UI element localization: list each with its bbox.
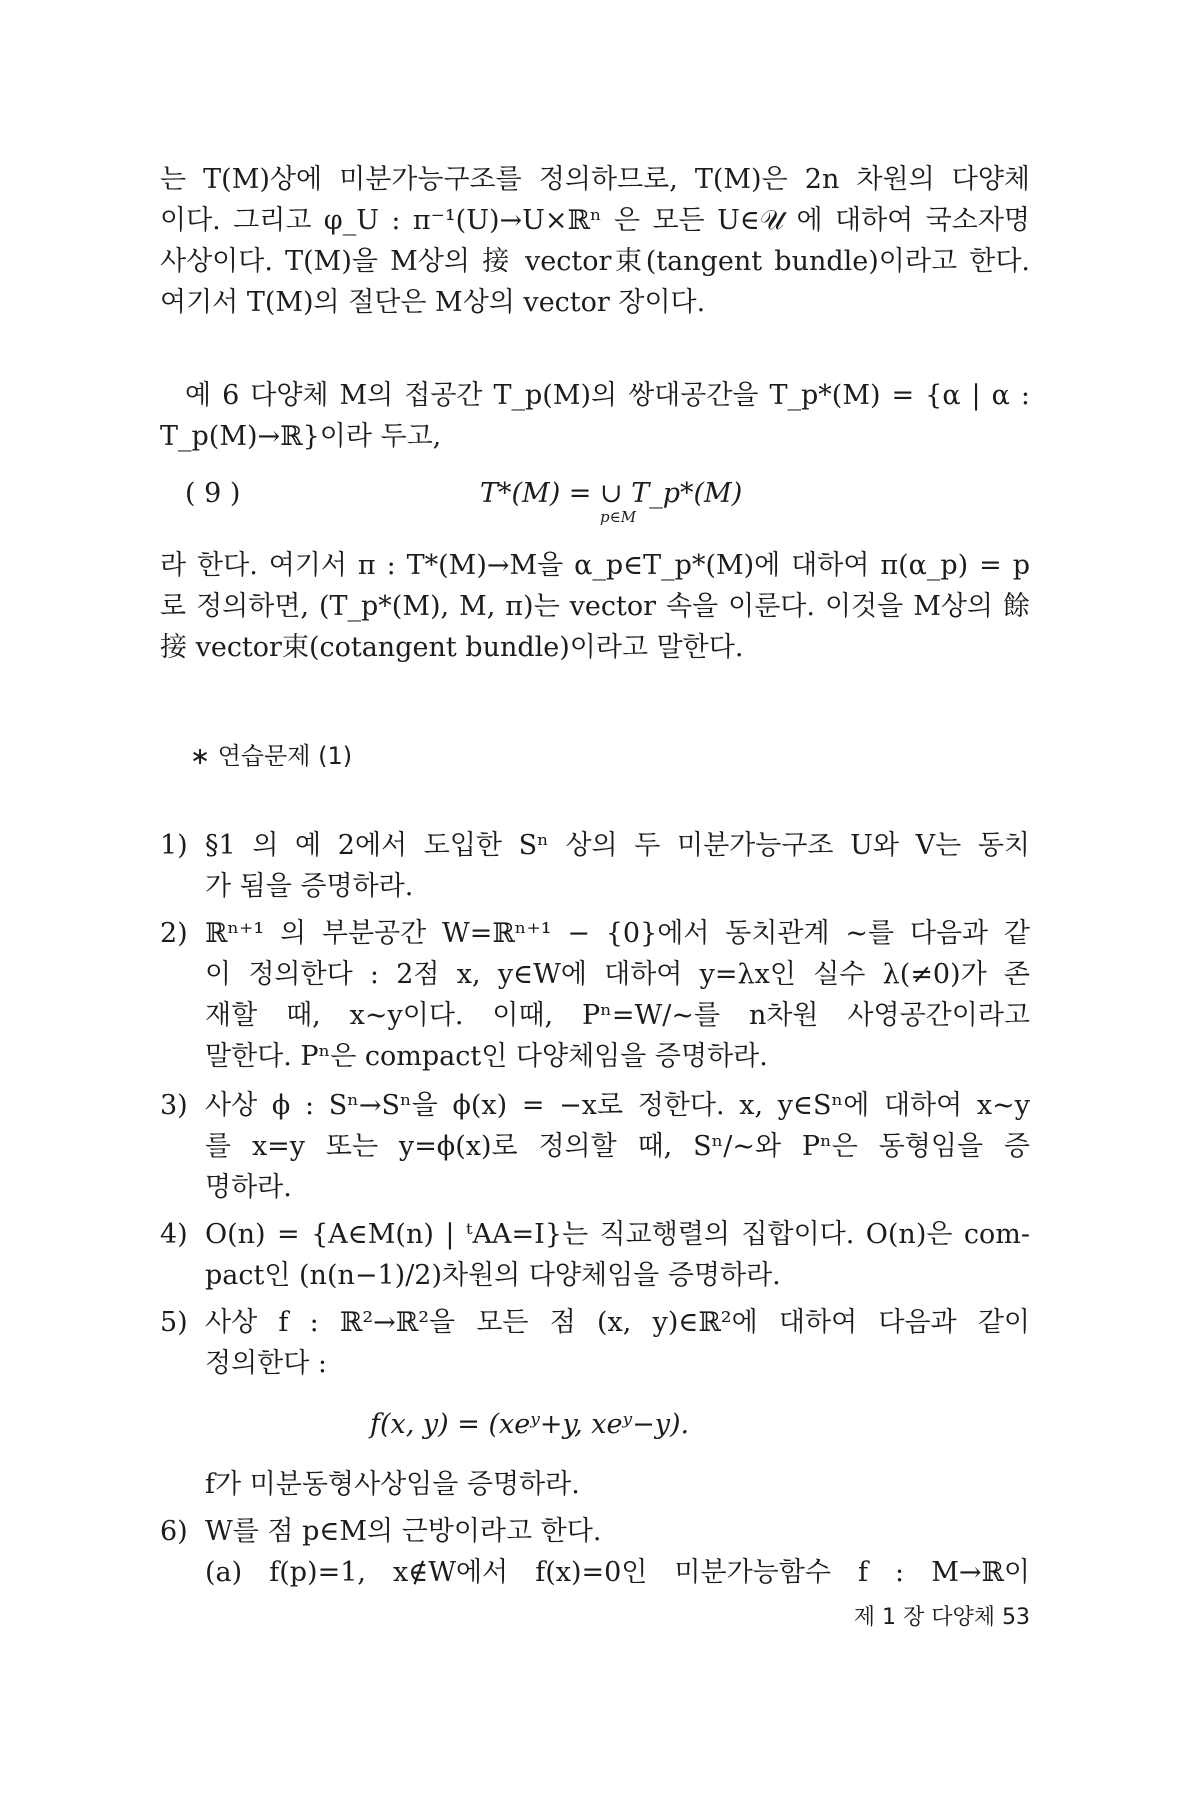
exercise-line: 말한다. Pⁿ은 compact인 다양체임을 증명하라. (205, 1041, 768, 1072)
example-6-line: T_p(M)→ℝ}이라 두고, (160, 421, 442, 452)
exercise-number: 6) (160, 1516, 188, 1547)
paragraph-line: 여기서 T(M)의 절단은 M상의 vector 장이다. (160, 287, 706, 318)
example-6-line: 라 한다. 여기서 π : T*(M)→M을 α_p∈T_p*(M)에 대하여 π(α_p) = p (160, 550, 1030, 581)
example-6-line: 接 vector束(cotangent bundle)이라고 말한다. (160, 632, 744, 663)
exercise-line: §1 의 예 2에서 도입한 Sⁿ 상의 두 미분가능구조 U와 V는 동치 (205, 830, 1030, 861)
exercise-line: 사상 f : ℝ²→ℝ²을 모든 점 (x, y)∈ℝ²에 대하여 다음과 같이 (205, 1307, 1030, 1338)
exercise-number: 2) (160, 918, 188, 949)
exercise-line: 사상 ϕ : Sⁿ→Sⁿ을 ϕ(x) = −x로 정한다. x, y∈Sⁿ에 대하여 x∼y (205, 1090, 1030, 1121)
running-head-page-number: 제 1 장 다양체 53 (853, 1605, 1030, 1630)
equation-number: ( 9 ) (185, 478, 241, 509)
exercise-number: 3) (160, 1090, 188, 1121)
exercises-heading: ∗ 연습문제 (1) (190, 742, 353, 770)
paragraph-line: 사상이다. T(M)을 M상의 接 vector束(tangent bundle)이라고 한다. (160, 246, 1030, 277)
exercise-line: W를 점 p∈M의 근방이라고 한다. (205, 1516, 602, 1547)
equation-subscript: p∈M (600, 508, 637, 526)
exercise-line: ℝⁿ⁺¹ 의 부분공간 W=ℝⁿ⁺¹ − {0}에서 동치관계 ∼를 다음과 같 (205, 918, 1030, 949)
exercise-line: O(n) = {A∈M(n) | ᵗAA=I}는 직교행렬의 집합이다. O(n)은 com- (205, 1219, 1030, 1250)
exercise-number: 1) (160, 830, 188, 861)
exercise-number: 4) (160, 1219, 188, 1250)
exercise-line: 명하라. (205, 1172, 292, 1203)
exercise-formula: f(x, y) = (xeʸ+y, xeʸ−y). (370, 1409, 690, 1440)
exercise-line: f가 미분동형사상임을 증명하라. (205, 1469, 580, 1500)
exercise-line: 재할 때, x∼y이다. 이때, Pⁿ=W/∼를 n차원 사영공간이라고 (205, 1000, 1030, 1031)
paragraph-line: 는 T(M)상에 미분가능구조를 정의하므로, T(M)은 2n 차원의 다양체 (160, 164, 1030, 195)
exercise-number: 5) (160, 1307, 188, 1338)
exercise-line: pact인 (n(n−1)/2)차원의 다양체임을 증명하라. (205, 1260, 781, 1291)
exercise-line: 가 됨을 증명하라. (205, 871, 414, 902)
paragraph-line: 이다. 그리고 φ_U : π⁻¹(U)→U×ℝⁿ 은 모든 U∈𝒰 에 대하여 국소자명 (160, 205, 1030, 236)
example-6-line: 예 6 다양체 M의 접공간 T_p(M)의 쌍대공간을 T_p*(M) = {α | α : (185, 380, 1030, 411)
exercise-line: (a) f(p)=1, x∉W에서 f(x)=0인 미분가능함수 f : M→ℝ이 (205, 1557, 1030, 1588)
exercise-line: 이 정의한다 : 2점 x, y∈W에 대하여 y=λx인 실수 λ(≠0)가 존 (205, 959, 1030, 990)
exercise-line: 정의한다 : (205, 1348, 328, 1379)
equation-formula: T*(M) = ∪ T_p*(M) (480, 478, 743, 509)
exercise-line: 를 x=y 또는 y=ϕ(x)로 정의할 때, Sⁿ/∼와 Pⁿ은 동형임을 증 (205, 1131, 1030, 1162)
example-6-line: 로 정의하면, (T_p*(M), M, π)는 vector 속을 이룬다. 이것을 M상의 餘 (160, 591, 1030, 622)
